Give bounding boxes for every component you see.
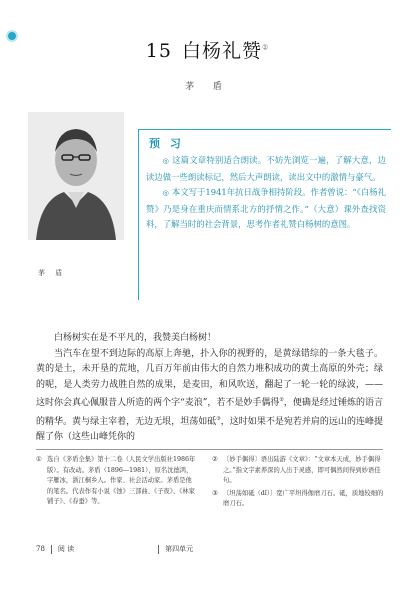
- body-paragraph: 白杨树实在是不平凡的，我赞美白杨树！: [54, 333, 217, 343]
- footer-separator: [158, 545, 159, 554]
- preview-paragraph: ◎ 本文写于1941年抗日战争相持阶段。作者曾说：“《白杨礼赞》乃是身在重庆而情系北方的抒情之作。”（大意）课外查找资料，了解当时的社会背景，思考作者礼赞白杨树的意图。: [146, 187, 387, 229]
- preview-paragraph: ◎ 这篇文章特别适合朗读。不妨先浏览一遍，了解大意，边读边做一些朗读标记，然后大声朗读，读出文中的激情与豪气。: [146, 155, 386, 182]
- page-title: [0, 36, 415, 63]
- page-number: 78: [36, 545, 45, 553]
- preview-heading: 预 习: [149, 137, 184, 150]
- footer-separator: [51, 545, 52, 554]
- preview-body: [146, 153, 386, 233]
- body-paragraph: 当汽车在望不到边际的高原上奔驰，扑入你的视野的，是黄绿错综的一条大毯子。黄的是土，未开垦的荒地，几百万年前由伟大的自然力堆积成功的黄土高原的外壳；绿的呢，是人类劳力战胜自然的成果，是麦田，和风吹送，翻起了一轮一轮的绿波，——这时你会真心佩服昔人所造的两个字“麦浪”，若不是妙手偶得②，便确是经过锤炼的语言的精华。黄与绿主宰着，无边无垠，坦荡如砥③，这时如果不是宛若并肩的远山的连峰提醒了你（这些山峰凭你的: [36, 348, 383, 442]
- footnote-ref: ②: [279, 397, 284, 403]
- portrait-caption: 茅 盾: [38, 269, 67, 277]
- footer-unit: 第四单元: [165, 545, 194, 553]
- footnotes-right: [212, 455, 385, 512]
- main-text: [36, 331, 383, 446]
- author-portrait: [28, 112, 124, 240]
- footnote-ref: ③: [216, 415, 221, 422]
- footnote-divider: [36, 449, 383, 450]
- circle-bullet-icon: ◎: [162, 157, 170, 165]
- footer-section: 阅 读: [57, 545, 75, 553]
- title-note-mark: ①: [261, 43, 270, 52]
- lesson-number: 15: [145, 40, 172, 62]
- lesson-title: 白杨礼赞: [181, 40, 262, 62]
- author-name: 茅 盾: [185, 82, 230, 92]
- circle-bullet-icon: ◎: [162, 189, 169, 197]
- footnote: ② 〔妙手偶得〕语出陆游《文章》：“文章本天成，妙手偶得之。”指文字素养深的人出于灵感，即可偶然间得到妙语佳句。: [212, 456, 381, 484]
- footnote: ③ 〔坦荡如砥（dǐ）〕宽广平坦得像磨刀石。砥，质地较细的磨刀石。: [212, 489, 384, 507]
- footnotes-left: [36, 455, 198, 510]
- footnote: ① 选自《茅盾全集》第十二卷（人民文学出版社1986年版）。有改动。茅盾（1896—1981），原名沈德鸿，字雁冰，浙江桐乡人。作家、社会活动家。茅盾是他的笔名。代表作有小说《蚀》三部曲、《子夜》、《林家铺子》、《春蚕》等。: [36, 456, 196, 505]
- author-portrait-image: [28, 112, 124, 240]
- page-footer: [36, 544, 193, 554]
